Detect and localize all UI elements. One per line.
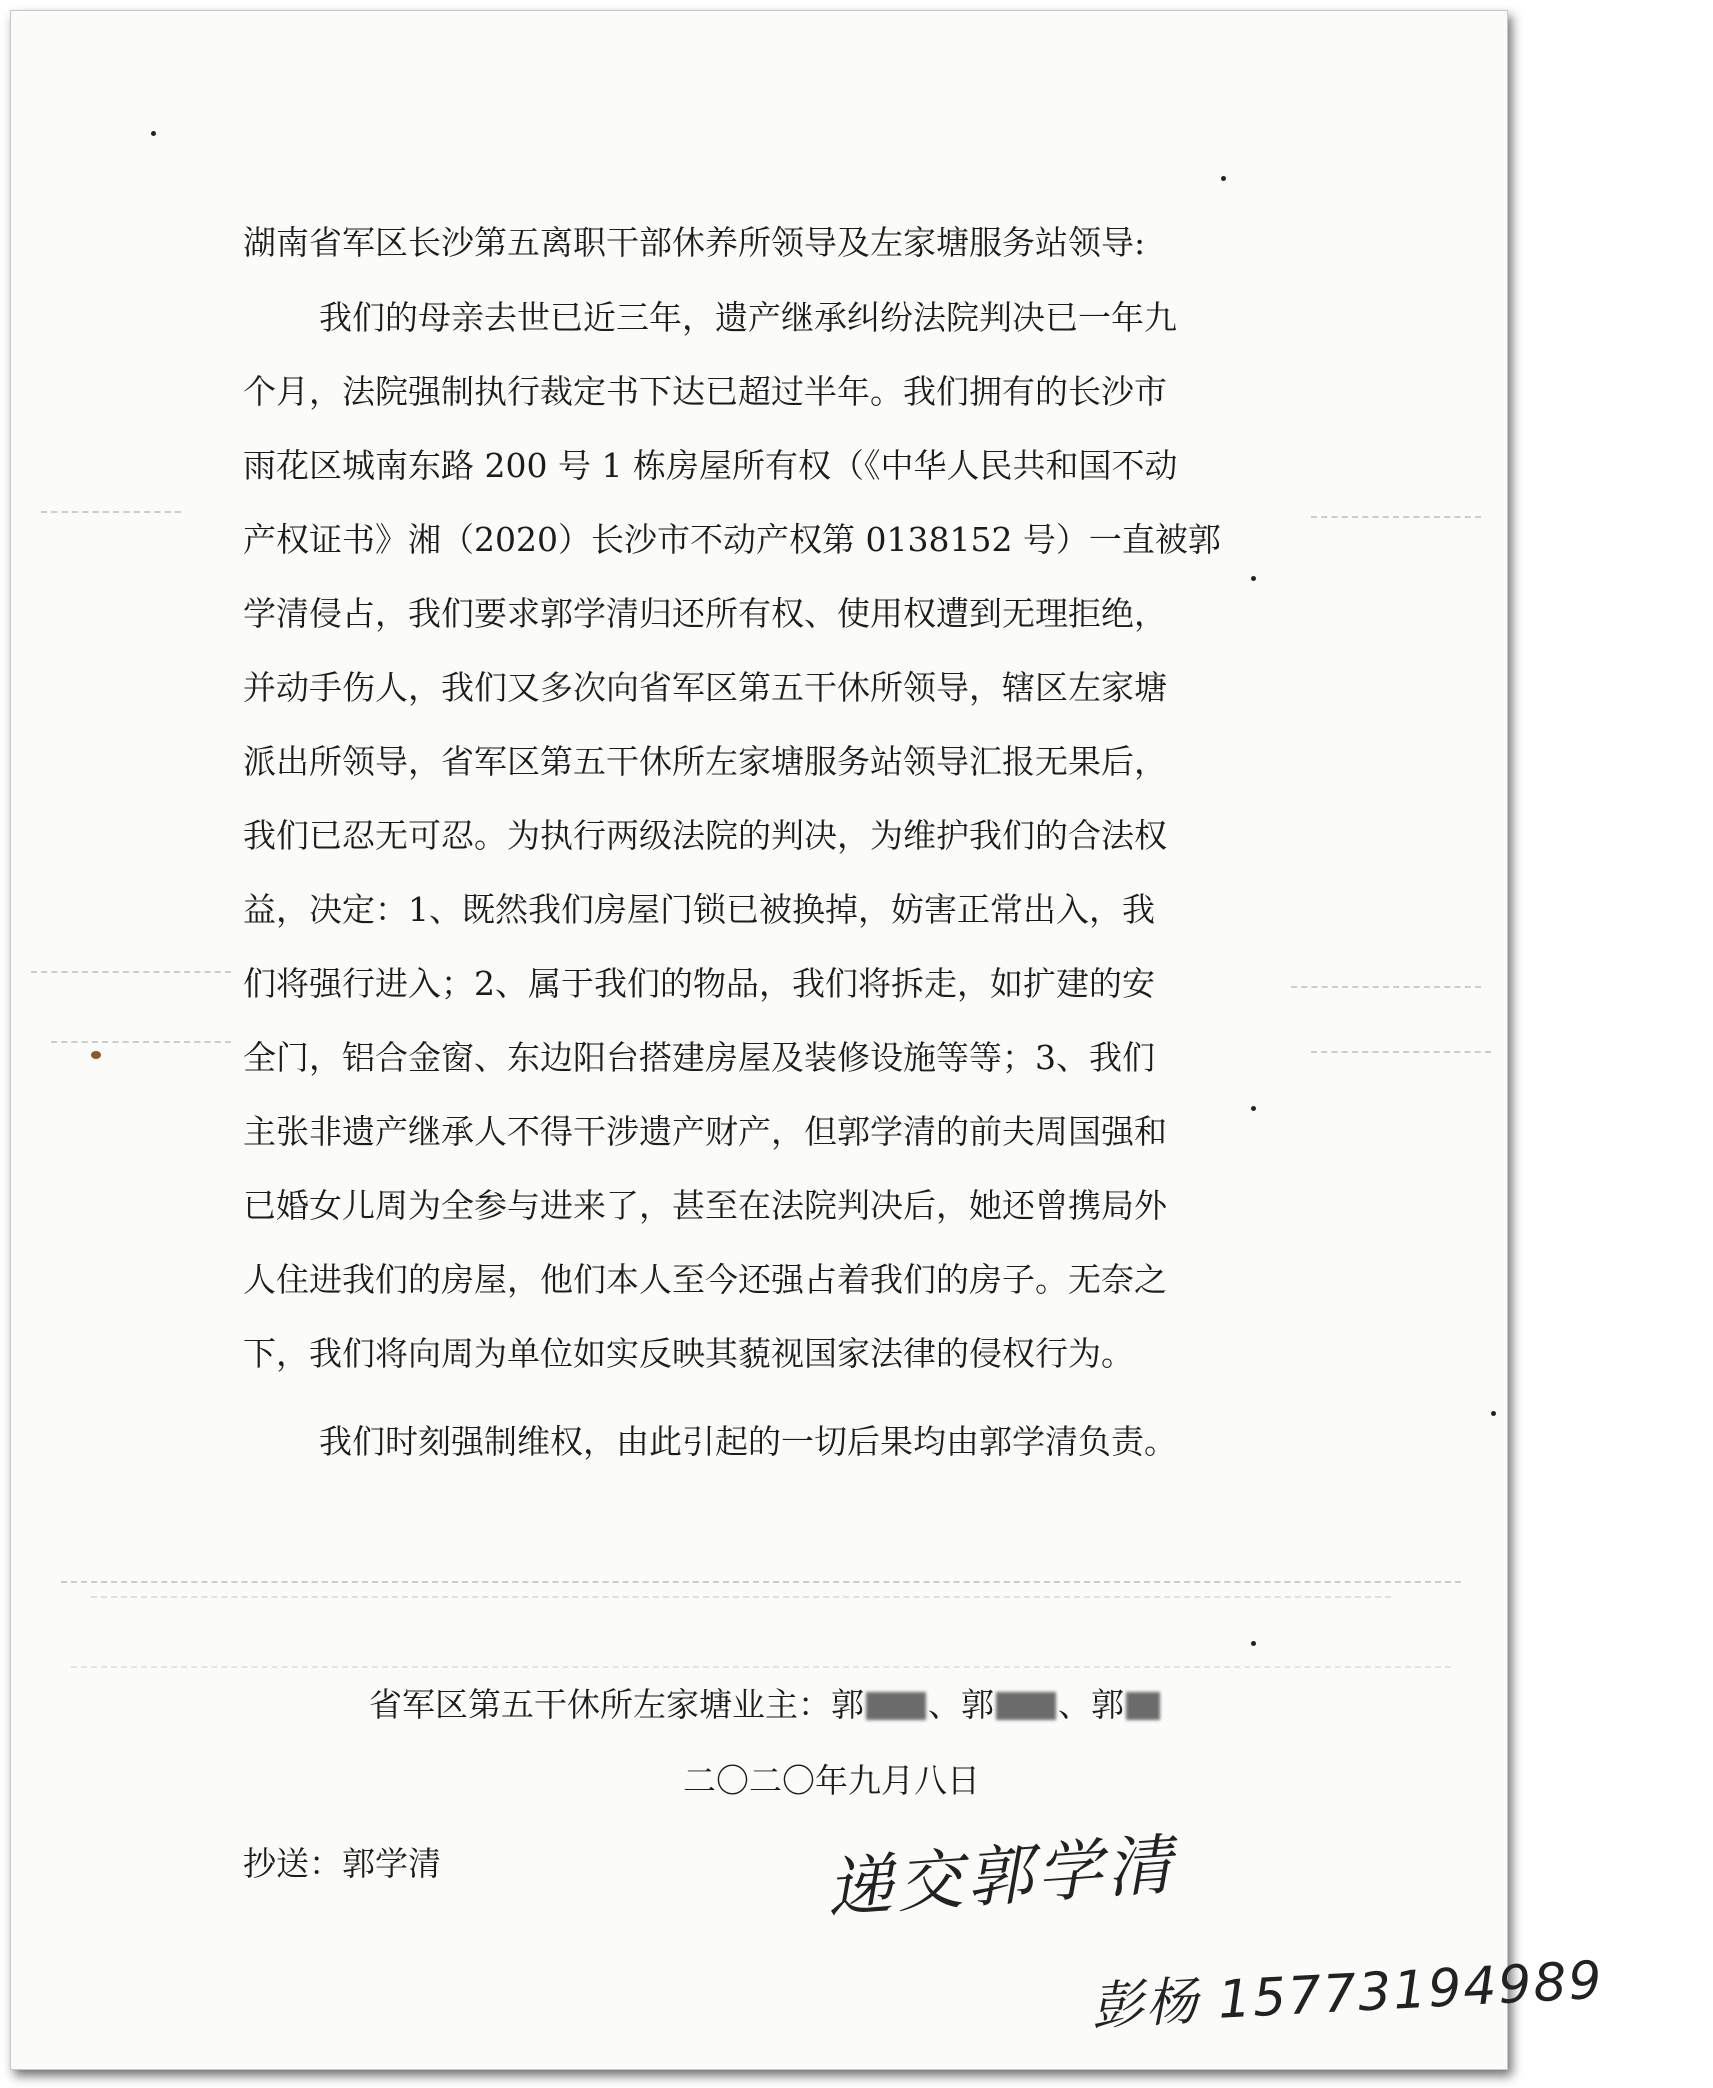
closing-line: 我们时刻强制维权，由此引起的一切后果均由郭学清负责。 — [319, 1422, 1177, 1461]
handwritten-contact: 彭杨 15773194989 — [1090, 1950, 1605, 2038]
scan-speck — [91, 1051, 101, 1059]
scan-speck — [1251, 576, 1256, 581]
owner-name: 郭 — [831, 1685, 864, 1724]
body-line: 已婚女儿周为全参与进来了，甚至在法院判决后，她还曾携局外 — [243, 1186, 1167, 1225]
scan-artifact — [1311, 516, 1481, 518]
redaction-block — [996, 1692, 1056, 1720]
owner-name: 郭 — [1091, 1685, 1124, 1724]
name-separator: 、 — [1058, 1685, 1091, 1724]
scan-artifact — [1291, 986, 1481, 988]
scan-speck — [1221, 176, 1226, 181]
signature-block — [369, 1685, 1399, 1724]
cc-line: 抄送：郭学清 — [243, 1844, 441, 1883]
name-separator: 、 — [928, 1685, 961, 1724]
scan-speck — [1251, 1641, 1256, 1646]
body-line: 我们的母亲去世已近三年，遗产继承纠纷法院判决已一年九 — [319, 298, 1177, 337]
letter-date: 二〇二〇年九月八日 — [683, 1761, 980, 1800]
scan-speck — [1491, 1411, 1496, 1416]
redaction-block — [1126, 1692, 1160, 1720]
body-line: 产权证书》湘（2020）长沙市不动产权第 0138152 号）一直被郭 — [243, 520, 1221, 559]
body-line: 个月，法院强制执行裁定书下达已超过半年。我们拥有的长沙市 — [243, 372, 1167, 411]
scan-speck — [151, 131, 156, 136]
body-line: 益，决定：1、既然我们房屋门锁已被换掉，妨害正常出入，我 — [243, 890, 1155, 929]
signature-prefix: 省军区第五干休所左家塘业主： — [369, 1685, 831, 1724]
body-line: 并动手伤人，我们又多次向省军区第五干休所领导，辖区左家塘 — [243, 668, 1167, 707]
owner-name: 郭 — [961, 1685, 994, 1724]
body-line: 雨花区城南东路 200 号 1 栋房屋所有权（《中华人民共和国不动 — [243, 446, 1178, 485]
body-line: 们将强行进入；2、属于我们的物品，我们将拆走，如扩建的安 — [243, 964, 1155, 1003]
scan-artifact — [71, 1666, 1451, 1668]
scan-artifact — [31, 971, 231, 973]
body-line: 全门，铝合金窗、东边阳台搭建房屋及装修设施等等；3、我们 — [243, 1038, 1155, 1077]
scan-artifact — [61, 1581, 1461, 1583]
scan-artifact — [1311, 1051, 1491, 1053]
scan-artifact — [41, 511, 181, 513]
redaction-block — [866, 1692, 926, 1720]
body-line: 学清侵占，我们要求郭学清归还所有权、使用权遭到无理拒绝， — [243, 594, 1167, 633]
body-line: 派出所领导，省军区第五干休所左家塘服务站领导汇报无果后， — [243, 742, 1167, 781]
document-page — [10, 10, 1605, 2070]
body-line: 下，我们将向周为单位如实反映其藐视国家法律的侵权行为。 — [243, 1334, 1134, 1373]
salutation: 湖南省军区长沙第五离职干部休养所领导及左家塘服务站领导: — [243, 223, 1146, 262]
scan-artifact — [91, 1596, 1391, 1598]
body-line: 我们已忍无可忍。为执行两级法院的判决，为维护我们的合法权 — [243, 816, 1167, 855]
body-line: 主张非遗产继承人不得干涉遗产财产，但郭学清的前夫周国强和 — [243, 1112, 1167, 1151]
body-line: 人住进我们的房屋，他们本人至今还强占着我们的房子。无奈之 — [243, 1260, 1167, 1299]
handwritten-note: 递交郭学清 — [824, 1825, 1179, 1928]
scan-artifact — [51, 1041, 231, 1043]
scan-speck — [1251, 1106, 1256, 1111]
